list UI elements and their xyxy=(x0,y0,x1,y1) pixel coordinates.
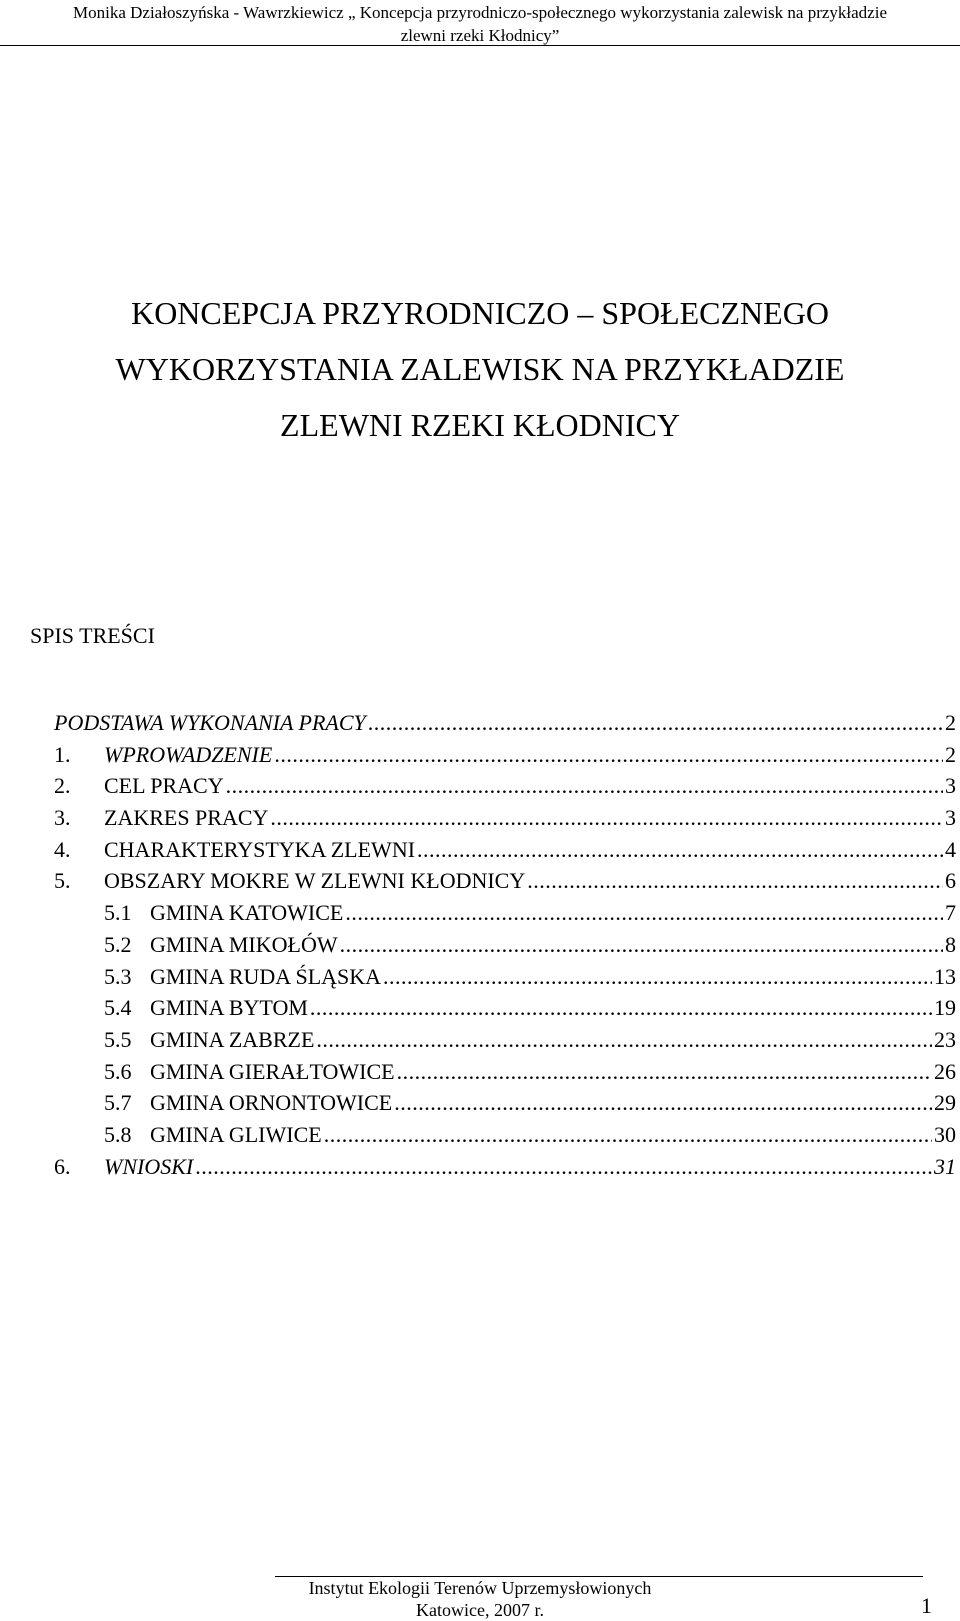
toc-entry[interactable] xyxy=(54,837,956,869)
toc-subentry[interactable] xyxy=(54,1027,956,1059)
toc-leader-dots xyxy=(417,837,943,863)
toc-entry-title: WPROWADZENIE xyxy=(104,741,273,767)
toc-entry-number: 5.7 xyxy=(104,1090,132,1116)
title-line-1: KONCEPCJA PRZYRODNICZO – SPOŁECZNEGO xyxy=(131,295,829,331)
toc-entry-title: OBSZARY MOKRE W ZLEWNI KŁODNICY xyxy=(104,868,526,894)
toc-entry-page: 2 xyxy=(945,741,956,767)
toc-entry-page: 7 xyxy=(945,900,956,926)
header-line-1: Monika Działoszyńska - Wawrzkiewicz „ Koncepcja przyrodniczo-społecznego wykorzystania zalewisk na przykładzie xyxy=(73,3,887,22)
toc-entry-title: GMINA RUDA ŚLĄSKA xyxy=(150,963,382,989)
toc-entry[interactable] xyxy=(54,773,956,805)
toc-entry-page: 6 xyxy=(945,868,956,894)
toc-entry-page: 2 xyxy=(945,710,956,735)
toc-entry-page: 3 xyxy=(945,773,956,799)
toc-entry-title: GMINA ORNONTOWICE xyxy=(150,1090,393,1116)
table-of-contents xyxy=(54,710,956,1185)
toc-leader-dots xyxy=(226,773,943,799)
toc-entry-title: ZAKRES PRACY xyxy=(104,805,269,831)
toc-subentry[interactable] xyxy=(54,932,956,964)
toc-entry-number: 5.8 xyxy=(104,1121,132,1147)
toc-entry-title: GMINA KATOWICE xyxy=(150,900,344,926)
toc-subentry[interactable] xyxy=(54,964,956,996)
running-header xyxy=(0,0,960,47)
toc-subentry[interactable] xyxy=(54,1090,956,1122)
toc-entry-title: GMINA BYTOM xyxy=(150,995,308,1021)
toc-entry-number: 3. xyxy=(54,805,71,831)
toc-entry-page: 13 xyxy=(934,963,956,989)
toc-subentry[interactable] xyxy=(54,995,956,1027)
toc-subentry[interactable] xyxy=(54,1122,956,1154)
toc-entry-number: 5.3 xyxy=(104,963,132,989)
toc-entry[interactable] xyxy=(54,710,956,742)
title-line-2: WYKORZYSTANIA ZALEWISK NA PRZYKŁADZIE xyxy=(115,351,845,387)
toc-entry-number: 5. xyxy=(54,868,71,894)
toc-heading: SPIS TREŚCI xyxy=(30,623,155,648)
toc-entry-number: 5.2 xyxy=(104,931,132,957)
toc-entry-page: 29 xyxy=(934,1090,956,1116)
toc-leader-dots xyxy=(274,742,943,768)
toc-leader-dots xyxy=(383,964,932,990)
toc-entry-number: 6. xyxy=(54,1153,71,1179)
toc-entry-number: 1. xyxy=(54,741,71,767)
toc-entry-page: 23 xyxy=(934,1026,956,1052)
toc-entry[interactable] xyxy=(54,1154,956,1186)
page-footer xyxy=(0,1577,960,1621)
header-line-2: zlewni rzeki Kłodnicy” xyxy=(400,26,560,45)
toc-entry-page: 30 xyxy=(934,1121,956,1147)
footer-place-date: Katowice, 2007 r. xyxy=(416,1600,544,1620)
toc-leader-dots xyxy=(345,900,943,926)
toc-entry-number: 5.1 xyxy=(104,900,132,926)
toc-leader-dots xyxy=(394,1090,932,1116)
toc-entry-title: GMINA GIERAŁTOWICE xyxy=(150,1058,395,1084)
toc-leader-dots xyxy=(527,868,943,894)
toc-leader-dots xyxy=(270,805,943,831)
toc-entry-title: PODSTAWA WYKONANIA PRACY xyxy=(54,710,366,735)
toc-entry-title: CHARAKTERYSTYKA ZLEWNI xyxy=(104,836,416,862)
toc-entry-title: GMINA ZABRZE xyxy=(150,1026,315,1052)
toc-leader-dots xyxy=(397,1059,932,1085)
document-title xyxy=(0,285,960,453)
toc-entry-page: 31 xyxy=(934,1153,956,1179)
toc-entry-title: WNIOSKI xyxy=(104,1153,194,1179)
toc-leader-dots xyxy=(310,995,932,1021)
toc-leader-dots xyxy=(340,932,943,958)
toc-entry-number: 5.6 xyxy=(104,1058,132,1084)
toc-subentry[interactable] xyxy=(54,1059,956,1091)
toc-entry-number: 5.4 xyxy=(104,995,132,1021)
toc-entry-number: 5.5 xyxy=(104,1026,132,1052)
toc-entry-title: GMINA GLIWICE xyxy=(150,1121,322,1147)
toc-entry-page: 8 xyxy=(945,931,956,957)
toc-entry-title: CEL PRACY xyxy=(104,773,224,799)
toc-leader-dots xyxy=(316,1027,932,1053)
toc-entry[interactable] xyxy=(54,868,956,900)
page-number: 1 xyxy=(921,1593,932,1618)
toc-entry-page: 3 xyxy=(945,805,956,831)
title-line-3: ZLEWNI RZEKI KŁODNICY xyxy=(280,407,680,443)
toc-leader-dots xyxy=(368,710,943,736)
toc-entry-number: 4. xyxy=(54,836,71,862)
toc-entry-page: 19 xyxy=(934,995,956,1021)
toc-entry-page: 4 xyxy=(945,836,956,862)
toc-entry[interactable] xyxy=(54,805,956,837)
toc-entry-number: 2. xyxy=(54,773,71,799)
toc-entry-page: 26 xyxy=(934,1058,956,1084)
toc-subentry[interactable] xyxy=(54,900,956,932)
header-divider xyxy=(0,45,960,46)
toc-leader-dots xyxy=(324,1122,932,1148)
footer-institution: Instytut Ekologii Terenów Uprzemysłowionych xyxy=(308,1578,652,1598)
toc-leader-dots xyxy=(195,1154,932,1180)
toc-entry[interactable] xyxy=(54,742,956,774)
toc-entry-title: GMINA MIKOŁÓW xyxy=(150,931,338,957)
